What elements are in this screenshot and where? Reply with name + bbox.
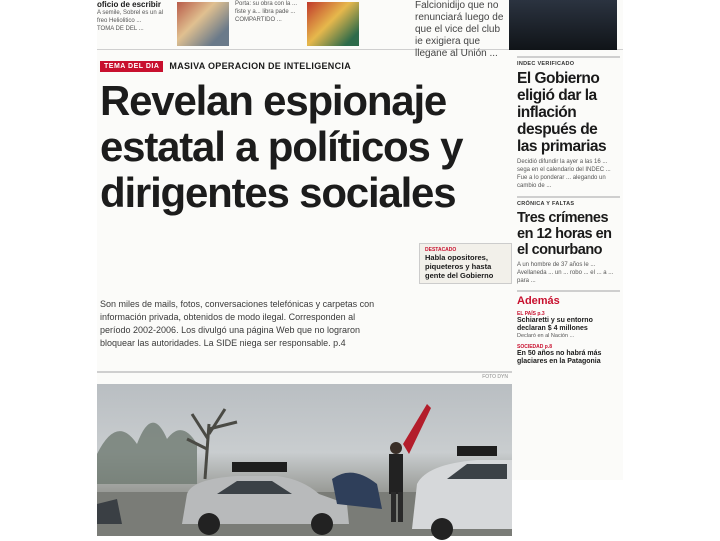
- ademas-item-title: Schiaretti y su entorno declaran $ 4 millones: [517, 317, 593, 332]
- top-teaser-strip: [97, 0, 623, 59]
- teaser-a-text: A semile, Sobrel es un al freo Heliolitico ...: [97, 10, 164, 24]
- section-rule: [517, 290, 620, 292]
- ademas-item-kicker: EL PAÍS p.3: [517, 311, 545, 317]
- teaser-b[interactable]: [235, 0, 305, 48]
- ademas-item[interactable]: [517, 344, 620, 366]
- storm-photo[interactable]: [97, 384, 512, 536]
- story1-body: Decidió difundir la ayer a las 16 ... sega en el calendario del INDEC ... Fue a lo ponderar ... alegando un cambio de ...: [517, 159, 611, 189]
- right-column: [517, 56, 620, 366]
- story2-headline[interactable]: Tres crímenes en 12 horas en el conurbano: [517, 210, 612, 258]
- teaser-c[interactable]: [415, 0, 507, 59]
- teaser-b-thumbnail[interactable]: [307, 2, 359, 46]
- main-headline[interactable]: Revelan espionaje estatal a políticos y dirigentes sociales: [100, 77, 463, 216]
- related-box-kicker: DESTACADO: [425, 247, 457, 253]
- ademas-item-title: En 50 años no habrá más glaciares en la Patagonia: [517, 350, 602, 365]
- ademas-item-body: Declaró en al Nación ...: [517, 333, 575, 339]
- teaser-a[interactable]: [97, 0, 175, 48]
- lede-paragraph: Son miles de mails, fotos, conversaciones telefónicas y carpetas con información privada, obtenidos de modo ilegal. Corresponden al período 2002-2006. Los divulgó una página Web que no lograron bloquear las autoridades. La SIDE niega ser responsable. p.4: [100, 299, 375, 348]
- teaser-a-meta: TOMA DE DEL ...: [97, 26, 144, 32]
- divider: [97, 371, 512, 373]
- section-rule: [517, 56, 620, 58]
- teaser-c-photo[interactable]: [509, 0, 617, 50]
- teaser-b-text: Porta: su obra con la ... fiste y a... libra pade ...: [235, 1, 298, 15]
- section-badge: TEMA DEL DIA: [100, 61, 163, 72]
- kicker-text: MASIVA OPERACION DE INTELIGENCIA: [169, 61, 352, 71]
- ademas-item-kicker: SOCIEDAD p.8: [517, 344, 553, 350]
- storm-scene-image: [97, 384, 512, 536]
- ademas-item[interactable]: [517, 311, 620, 340]
- story1-headline[interactable]: El Gobierno eligió dar la inflación después de las primarias: [517, 70, 607, 155]
- story2-body: A un hombre de 37 años le ... Avellaneda ... un ... robo ... el ... a ... para ...: [517, 262, 614, 284]
- teaser-a-title: oficio de escribir: [97, 0, 162, 9]
- kicker-row: [100, 60, 351, 72]
- teaser-a-thumbnail[interactable]: [177, 2, 229, 46]
- ademas-title: Además: [517, 295, 560, 307]
- related-box-title: Habla opositores, piqueteros y hasta gente del Gobierno: [425, 253, 494, 280]
- section-rule: [517, 196, 620, 198]
- photo-credit: FOTO DYN: [482, 374, 508, 380]
- teaser-c-text: Falcionidijo que no renunciará luego de que el vice del club ie exigiera que llegane al Unión ...: [415, 0, 504, 59]
- related-box[interactable]: [419, 243, 512, 284]
- story1-kicker: INDEC VERIFICADO: [517, 61, 575, 67]
- story2-kicker: CRÓNICA Y FALTAS: [517, 201, 575, 207]
- newspaper-page: [97, 0, 623, 480]
- teaser-b-meta: COMPARTIDO ...: [235, 17, 282, 23]
